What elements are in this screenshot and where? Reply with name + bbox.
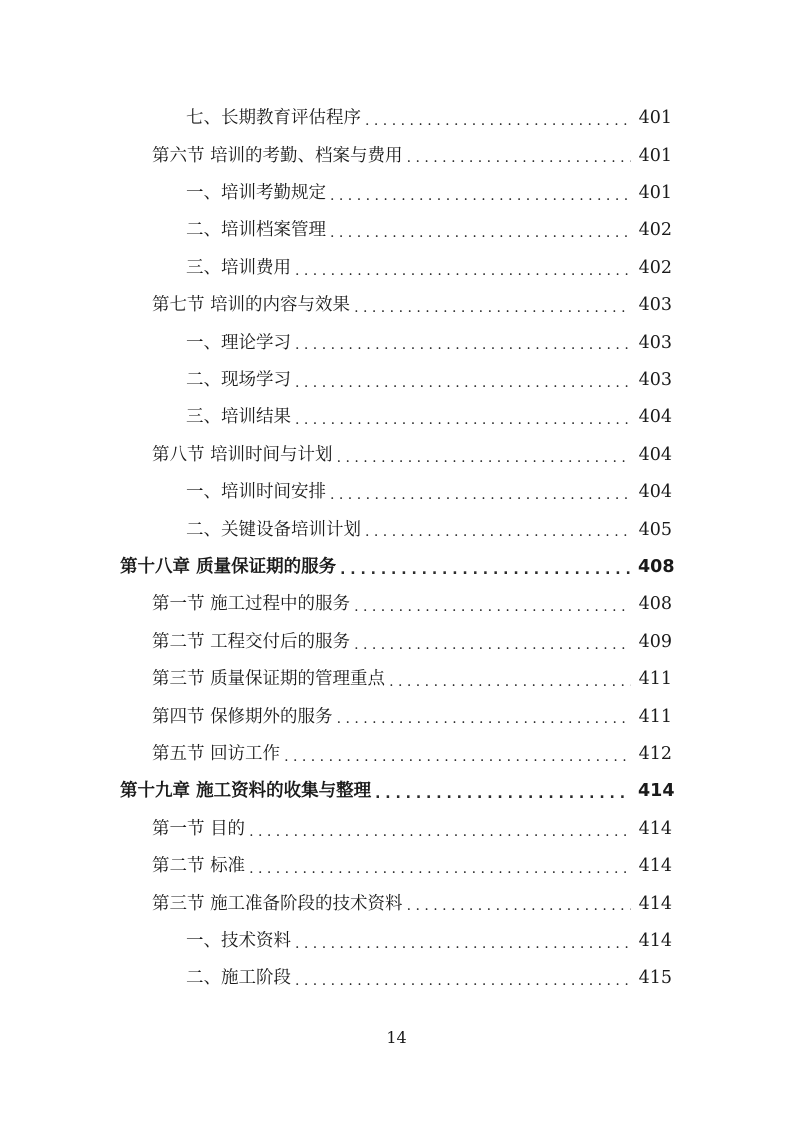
- toc-entry-title: 第二节 工程交付后的服务: [152, 631, 351, 652]
- toc-subsection-entry[interactable]: [186, 512, 672, 549]
- toc-dot-leader: [295, 376, 631, 390]
- toc-entry-page: 414: [638, 931, 672, 952]
- toc-section-entry[interactable]: [152, 624, 672, 661]
- toc-entry-title: 第四节 保修期外的服务: [152, 706, 333, 727]
- toc-dot-leader: [330, 189, 631, 203]
- toc-dot-leader: [295, 937, 631, 951]
- toc-entry-page: 401: [638, 108, 672, 129]
- toc-section-entry[interactable]: [152, 699, 672, 736]
- toc-entry-title: 二、现场学习: [186, 370, 291, 391]
- toc-entry-page: 411: [638, 706, 672, 727]
- toc-dot-leader: [354, 600, 631, 614]
- toc-entry-page: 414: [638, 818, 672, 839]
- page-number: 14: [386, 1028, 407, 1047]
- toc-entry-page: 403: [638, 332, 672, 353]
- toc-dot-leader: [375, 787, 630, 801]
- toc-entry-title: 三、培训费用: [186, 257, 291, 278]
- toc-section-entry[interactable]: [152, 437, 672, 474]
- toc-subsection-entry[interactable]: [186, 923, 672, 960]
- toc-entry-title: 第二节 标准: [152, 856, 246, 877]
- toc-entry-title: 第十八章 质量保证期的服务: [120, 557, 337, 578]
- toc-section-entry[interactable]: [152, 587, 672, 624]
- toc-entry-page: 401: [638, 183, 672, 204]
- toc-chapter-entry[interactable]: [120, 774, 675, 811]
- toc-entry-page: 411: [638, 669, 672, 690]
- toc-section-entry[interactable]: [152, 848, 672, 885]
- toc-subsection-entry[interactable]: [186, 961, 672, 998]
- toc-entry-title: 第六节 培训的考勤、档案与费用: [152, 145, 403, 166]
- toc-entry-title: 二、施工阶段: [186, 968, 291, 989]
- toc-dot-leader: [284, 750, 631, 764]
- toc-entry-title: 二、培训档案管理: [186, 220, 326, 241]
- toc-entry-title: 第十九章 施工资料的收集与整理: [120, 781, 372, 802]
- toc-entry-page: 404: [638, 407, 672, 428]
- toc-section-entry[interactable]: [152, 811, 672, 848]
- toc-dot-leader: [389, 675, 631, 689]
- toc-subsection-entry[interactable]: [186, 362, 672, 399]
- toc-dot-leader: [249, 825, 631, 839]
- toc-dot-leader: [337, 451, 631, 465]
- toc-entry-title: 一、培训时间安排: [186, 482, 326, 503]
- toc-entry-page: 412: [638, 744, 672, 765]
- toc-entry-page: 409: [638, 631, 672, 652]
- toc-dot-leader: [295, 338, 631, 352]
- toc-dot-leader: [295, 974, 631, 988]
- toc-entry-page: 404: [638, 482, 672, 503]
- toc-entry-page: 404: [638, 444, 672, 465]
- toc-entry-title: 七、长期教育评估程序: [186, 108, 361, 129]
- toc-dot-leader: [354, 301, 631, 315]
- toc-entry-page: 402: [638, 257, 672, 278]
- toc-entry-title: 一、技术资料: [186, 931, 291, 952]
- toc-dot-leader: [249, 862, 631, 876]
- toc-section-entry[interactable]: [152, 736, 672, 773]
- toc-dot-leader: [337, 712, 631, 726]
- toc-entry-title: 一、培训考勤规定: [186, 183, 326, 204]
- toc-entry-title: 第三节 质量保证期的管理重点: [152, 669, 386, 690]
- toc-entry-title: 第八节 培训时间与计划: [152, 444, 333, 465]
- toc-dot-leader: [365, 114, 631, 128]
- toc-section-entry[interactable]: [152, 287, 672, 324]
- toc-entry-title: 第三节 施工准备阶段的技术资料: [152, 893, 403, 914]
- toc-subsection-entry[interactable]: [186, 400, 672, 437]
- toc-subsection-entry[interactable]: [186, 250, 672, 287]
- toc-dot-leader: [330, 226, 631, 240]
- toc-entry-page: 401: [638, 145, 672, 166]
- toc-entry-page: 408: [638, 557, 675, 578]
- toc-dot-leader: [407, 151, 631, 165]
- toc-subsection-entry[interactable]: [186, 474, 672, 511]
- toc-chapter-entry[interactable]: [120, 549, 675, 586]
- toc-entry-title: 第一节 目的: [152, 818, 246, 839]
- toc-dot-leader: [340, 563, 630, 577]
- toc-entry-title: 三、培训结果: [186, 407, 291, 428]
- toc-entry-title: 第七节 培训的内容与效果: [152, 295, 351, 316]
- toc-dot-leader: [354, 638, 631, 652]
- toc-entry-title: 第五节 回访工作: [152, 744, 281, 765]
- toc-section-entry[interactable]: [152, 661, 672, 698]
- toc-subsection-entry[interactable]: [186, 100, 672, 137]
- toc-dot-leader: [330, 488, 631, 502]
- toc-subsection-entry[interactable]: [186, 213, 672, 250]
- toc-section-entry[interactable]: [152, 886, 672, 923]
- toc-dot-leader: [295, 413, 631, 427]
- toc-entry-page: 414: [638, 856, 672, 877]
- toc-entry-page: 402: [638, 220, 672, 241]
- toc-entry-title: 一、理论学习: [186, 332, 291, 353]
- toc-entry-page: 403: [638, 295, 672, 316]
- toc-section-entry[interactable]: [152, 138, 672, 175]
- toc-entry-title: 二、关键设备培训计划: [186, 519, 361, 540]
- toc-entry-page: 403: [638, 370, 672, 391]
- toc-dot-leader: [365, 525, 631, 539]
- toc-subsection-entry[interactable]: [186, 175, 672, 212]
- toc-dot-leader: [407, 899, 631, 913]
- toc-entry-page: 414: [638, 781, 675, 802]
- toc-subsection-entry[interactable]: [186, 325, 672, 362]
- toc-entry-title: 第一节 施工过程中的服务: [152, 594, 351, 615]
- toc-entry-page: 408: [638, 594, 672, 615]
- toc-entry-page: 415: [638, 968, 672, 989]
- toc-dot-leader: [295, 264, 631, 278]
- toc-entry-page: 405: [638, 519, 672, 540]
- toc-entry-page: 414: [638, 893, 672, 914]
